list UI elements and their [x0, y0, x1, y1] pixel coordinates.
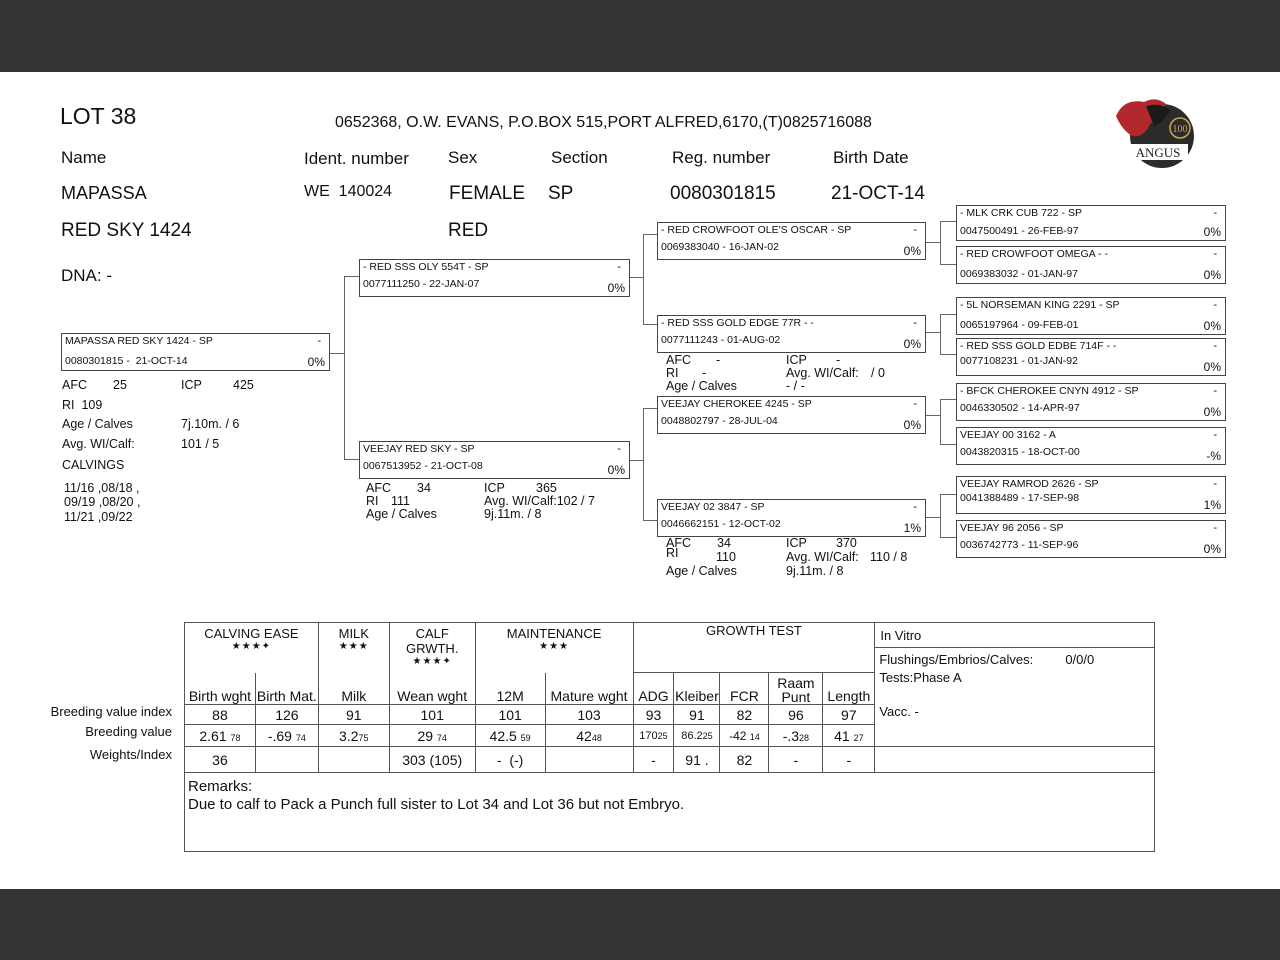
connector — [643, 408, 657, 409]
connector — [629, 460, 644, 461]
weight-value: - — [769, 747, 823, 773]
pedigree-reg: 0036742773 - 11-SEP-96 — [960, 539, 1079, 551]
wi-value: Avg. WI/Calf:102 / 7 — [484, 494, 595, 508]
age-value: 7j.10m. / 6 — [181, 417, 240, 431]
pedigree-dam-dam[interactable] — [657, 499, 926, 537]
connector — [925, 517, 941, 518]
row-label: Breeding value — [85, 724, 172, 739]
pedigree-name: - RED CROWFOOT OLE'S OSCAR - SP — [661, 224, 852, 236]
afc-value: 25 — [113, 378, 127, 392]
weight-value: - (-) — [475, 747, 545, 773]
pedigree-dash: - — [1213, 429, 1217, 441]
birth-value: 21-OCT-14 — [831, 183, 925, 204]
group-milk: MILK ★★★ — [318, 623, 389, 673]
bottom-bar — [0, 889, 1280, 960]
section-value: SP — [548, 183, 574, 204]
col-header: Kleiber — [674, 673, 720, 705]
pedigree-pct: 0% — [307, 355, 325, 369]
bv-index: 96 — [769, 705, 823, 725]
sex-label: Sex — [448, 148, 478, 167]
pedigree-ggp[interactable] — [956, 427, 1226, 465]
age-label: Age / Calves — [62, 417, 133, 431]
pedigree-name: - RED SSS GOLD EDGE 77R - - — [661, 317, 814, 329]
remarks-label: Remarks: — [188, 778, 253, 795]
icp-value: - — [836, 353, 841, 367]
wi-value: / 0 — [871, 366, 885, 380]
col-header: Wean wght — [389, 673, 475, 705]
pedigree-pct: 0% — [607, 281, 625, 295]
pedigree-reg: 0077111250 - 22-JAN-07 — [363, 278, 480, 290]
col-header: Length — [823, 673, 875, 705]
pedigree-name: VEEJAY 96 2056 - SP — [960, 522, 1064, 534]
afc-value: 34 — [417, 481, 431, 495]
pedigree-dash: - — [617, 443, 621, 455]
row-label: Breeding value index — [50, 704, 172, 719]
pedigree-ggp[interactable] — [956, 383, 1226, 421]
connector — [344, 276, 345, 459]
connector — [940, 494, 956, 495]
col-header: 12M — [475, 673, 545, 705]
weight-value: 303 (105) — [389, 747, 475, 773]
row-label: Weights/Index — [89, 747, 172, 762]
reg-value: 0080301815 — [670, 183, 776, 204]
name-label: Name — [61, 148, 107, 167]
pedigree-dash: - — [913, 317, 917, 329]
pedigree-name: VEEJAY CHEROKEE 4245 - SP — [661, 398, 812, 410]
pedigree-dash: - — [617, 261, 621, 273]
pedigree-reg: 0046330502 - 14-APR-97 — [960, 402, 1080, 414]
pedigree-name: - BFCK CHEROKEE CNYN 4912 - SP — [960, 385, 1139, 397]
icp-label: ICP — [786, 353, 807, 367]
pedigree-dam-sire[interactable] — [657, 396, 926, 434]
pedigree-dash: - — [913, 501, 917, 513]
weight-value: 36 — [185, 747, 256, 773]
pedigree-dash: - — [913, 224, 917, 236]
pedigree-name: VEEJAY 02 3847 - SP — [661, 501, 765, 513]
weight-value — [545, 747, 633, 773]
ri-value: 110 — [716, 550, 736, 564]
pedigree-pct: 0% — [1203, 225, 1221, 239]
icp-label: ICP — [181, 378, 202, 392]
calvings-line: 09/19 ,08/20 , — [64, 495, 141, 509]
top-bar — [0, 0, 1280, 72]
connector — [344, 276, 359, 277]
afc-value: 34 — [717, 536, 731, 550]
ri-label: RI — [666, 366, 679, 380]
pedigree-dam[interactable] — [359, 441, 630, 479]
pedigree-pct: 0% — [1203, 268, 1221, 282]
pedigree-name: - MLK CRK CUB 722 - SP — [960, 207, 1082, 219]
pedigree-pct: 0% — [1203, 360, 1221, 374]
ri-value: RI 109 — [62, 398, 103, 412]
connector — [940, 314, 941, 354]
col-header: FCR — [720, 673, 769, 705]
pedigree-reg: 0048802797 - 28-JUL-04 — [661, 415, 778, 427]
pedigree-reg: 0080301815 - 21-OCT-14 — [65, 355, 188, 367]
remarks-panel — [185, 773, 1155, 852]
col-header: Raam Punt — [769, 673, 823, 705]
ri-label: RI — [666, 546, 679, 560]
connector — [643, 234, 657, 235]
connector — [925, 415, 941, 416]
bv-index: 101 — [475, 705, 545, 725]
bv-value: 2.61 78 — [185, 725, 256, 747]
col-header: ADG — [633, 673, 674, 705]
pedigree-ggp[interactable] — [956, 297, 1226, 335]
pedigree-ggp[interactable] — [956, 520, 1226, 558]
pedigree-reg: 0041388489 - 17-SEP-98 — [960, 492, 1080, 504]
group-growth-test: GROWTH TEST — [633, 623, 875, 673]
name-value-1: MAPASSA — [61, 183, 147, 203]
pedigree-ggp[interactable] — [956, 205, 1226, 241]
calvings-label: CALVINGS — [62, 458, 125, 472]
pedigree-dash: - — [1213, 299, 1217, 311]
pedigree-reg: 0047500491 - 26-FEB-97 — [960, 225, 1079, 237]
pedigree-ggp[interactable] — [956, 246, 1226, 284]
pedigree-name: VEEJAY 00 3162 - A — [960, 429, 1056, 441]
bv-value: 42.5 59 — [475, 725, 545, 747]
connector — [940, 314, 956, 315]
pedigree-name: - 5L NORSEMAN KING 2291 - SP — [960, 299, 1120, 311]
calvings-line: 11/16 ,08/18 , — [64, 481, 140, 495]
pedigree-sire-dam[interactable] — [657, 315, 926, 353]
name-value-2: RED SKY 1424 — [61, 220, 192, 241]
pedigree-dash: - — [1213, 522, 1217, 534]
icp-value: 365 — [536, 481, 557, 495]
bv-index: 88 — [185, 705, 256, 725]
connector — [925, 332, 941, 333]
pedigree-reg: 0046662151 - 12-OCT-02 — [661, 518, 781, 530]
pedigree-dash: - — [1213, 340, 1217, 352]
group-calving-ease: CALVING EASE ★★★✦ — [185, 623, 319, 673]
breeder-info: 0652368, O.W. EVANS, P.O.BOX 515,PORT ALFRED,6170,(T)0825716088 — [335, 114, 872, 131]
bv-value: -.69 74 — [255, 725, 318, 747]
weight-value — [318, 747, 389, 773]
pedigree-dash: - — [1213, 248, 1217, 260]
flush-value: 0/0/0 — [1065, 652, 1095, 667]
pedigree-reg: 0077108231 - 01-JAN-92 — [960, 355, 1078, 367]
afc-value: - — [716, 353, 721, 367]
pedigree-dash: - — [913, 398, 917, 410]
pedigree-reg: 0065197964 - 09-FEB-01 — [960, 319, 1079, 331]
afc-label: AFC — [62, 378, 87, 392]
reg-label: Reg. number — [672, 148, 771, 167]
invitro-panel — [875, 623, 1155, 747]
ri-value: - — [702, 366, 707, 380]
connector — [940, 264, 956, 265]
pedigree-reg: 0077111243 - 01-AUG-02 — [661, 334, 781, 346]
connector — [344, 459, 359, 460]
dna-value: DNA: - — [61, 266, 112, 285]
lot-title: LOT 38 — [60, 103, 137, 129]
age-value: 9j.11m. / 8 — [786, 564, 844, 578]
ri-label: RI — [366, 494, 379, 508]
pedigree-dash: - — [1213, 385, 1217, 397]
col-header: Milk — [318, 673, 389, 705]
pedigree-pct: -% — [1206, 449, 1221, 463]
afc-label: AFC — [366, 481, 391, 495]
connector — [925, 242, 941, 243]
color-value: RED — [448, 220, 489, 241]
pedigree-reg: 0069383032 - 01-JAN-97 — [960, 268, 1078, 280]
bv-value: -42 14 — [720, 725, 769, 747]
pedigree-animal[interactable] — [61, 333, 330, 371]
weight-value: - — [633, 747, 674, 773]
calvings-line: 11/21 ,09/22 — [64, 510, 133, 524]
icp-label: ICP — [484, 481, 505, 495]
pedigree-pct: 0% — [1203, 405, 1221, 419]
col-header: Birth wght — [185, 673, 256, 705]
bv-value: 3.275 — [318, 725, 389, 747]
age-label: Age / Calves — [366, 507, 437, 521]
group-calf-growth: CALF GRWTH. ★★★✦ — [389, 623, 475, 673]
invitro-label: In Vitro — [875, 623, 1154, 648]
pedigree-ggp[interactable] — [956, 338, 1226, 376]
pedigree-reg: 0043820315 - 18-OCT-00 — [960, 446, 1080, 458]
connector — [643, 234, 644, 324]
pedigree-dash: - — [1213, 478, 1217, 490]
connector — [940, 494, 941, 537]
connector — [643, 408, 644, 520]
angus-logo — [1110, 94, 1196, 174]
vacc-value: Vacc. - — [879, 704, 919, 719]
pedigree-pct: 0% — [1203, 542, 1221, 556]
pedigree-dash: - — [317, 335, 321, 347]
connector — [643, 324, 657, 325]
bv-index: 93 — [633, 705, 674, 725]
age-label: Age / Calves — [666, 564, 737, 578]
wi-value: 101 / 5 — [181, 437, 220, 451]
weight-value: - — [823, 747, 875, 773]
connector — [940, 399, 941, 444]
angus-logo-text: ANGUS — [1135, 145, 1181, 160]
bv-value: 17025 — [633, 725, 674, 747]
section-label: Section — [551, 148, 608, 167]
ident-label: Ident. number — [304, 149, 409, 168]
col-header: Birth Mat. — [255, 673, 318, 705]
pedigree-reg: 0067513952 - 21-OCT-08 — [363, 460, 483, 472]
wi-label: Avg. WI/Calf: — [786, 550, 859, 564]
group-maintenance: MAINTENANCE ★★★ — [475, 623, 633, 673]
afc-label: AFC — [666, 536, 691, 550]
bv-value: 4248 — [545, 725, 633, 747]
wi-label: Avg. WI/Calf: — [62, 437, 135, 451]
bv-value: -.328 — [769, 725, 823, 747]
connector — [940, 221, 956, 222]
icp-value: 370 — [836, 536, 857, 550]
connector — [643, 520, 657, 521]
bv-index: 97 — [823, 705, 875, 725]
wi-label: Avg. WI/Calf: — [786, 366, 859, 380]
weight-value: 91 . — [674, 747, 720, 773]
bv-value: 41 27 — [823, 725, 875, 747]
pedigree-reg: 0069383040 - 16-JAN-02 — [661, 241, 779, 253]
connector — [940, 354, 956, 355]
age-value: - / - — [786, 379, 805, 393]
bv-index: 101 — [389, 705, 475, 725]
pedigree-sire[interactable] — [359, 259, 630, 297]
pedigree-sire-sire[interactable] — [657, 222, 926, 260]
pedigree-name: - RED SSS OLY 554T - SP — [363, 261, 489, 273]
sex-value: FEMALE — [449, 183, 526, 204]
wi-value: 110 / 8 — [870, 550, 908, 564]
connector — [940, 537, 956, 538]
pedigree-pct: 1% — [1203, 498, 1221, 512]
col-header: Mature wght — [545, 673, 633, 705]
pedigree-pct: 0% — [607, 463, 625, 477]
ident-value: WE 140024 — [304, 183, 393, 200]
tests-value: Tests:Phase A — [879, 670, 962, 685]
pedigree-pct: 0% — [903, 418, 921, 432]
pedigree-name: VEEJAY RAMROD 2626 - SP — [960, 478, 1099, 490]
bv-index: 91 — [318, 705, 389, 725]
pedigree-pct: 0% — [903, 337, 921, 351]
connector — [940, 444, 956, 445]
icp-label: ICP — [786, 536, 807, 550]
connector — [629, 277, 644, 278]
bv-index: 91 — [674, 705, 720, 725]
afc-label: AFC — [666, 353, 691, 367]
pedigree-pct: 1% — [903, 521, 921, 535]
bv-index: 82 — [720, 705, 769, 725]
pedigree-name: VEEJAY RED SKY - SP — [363, 443, 475, 455]
pedigree-pct: 0% — [903, 244, 921, 258]
ri-value: 111 — [391, 494, 411, 508]
pedigree-name: - RED SSS GOLD EDBE 714F - - — [960, 340, 1117, 352]
connector — [329, 353, 345, 354]
bv-index: 103 — [545, 705, 633, 725]
pedigree-dash: - — [1213, 207, 1217, 219]
age-value: 9j.11m. / 8 — [484, 507, 542, 521]
weight-value — [255, 747, 318, 773]
svg-text:100: 100 — [1172, 124, 1188, 135]
remarks-text: Due to calf to Pack a Punch full sister to Lot 34 and Lot 36 but not Embryo. — [188, 796, 685, 813]
weight-value: 82 — [720, 747, 769, 773]
birth-label: Birth Date — [833, 148, 909, 167]
pedigree-name: MAPASSA RED SKY 1424 - SP — [65, 335, 213, 347]
pedigree-name: - RED CROWFOOT OMEGA - - — [960, 248, 1108, 260]
icp-value: 425 — [233, 378, 254, 392]
pedigree-ggp[interactable] — [956, 476, 1226, 514]
connector — [940, 221, 941, 264]
bv-value: 86.225 — [674, 725, 720, 747]
connector — [940, 399, 956, 400]
flush-label: Flushings/Embrios/Calves: — [879, 652, 1034, 667]
pedigree-pct: 0% — [1203, 319, 1221, 333]
age-label: Age / Calves — [666, 379, 737, 393]
bv-index: 126 — [255, 705, 318, 725]
breeding-value-table — [184, 622, 1155, 852]
bv-value: 29 74 — [389, 725, 475, 747]
